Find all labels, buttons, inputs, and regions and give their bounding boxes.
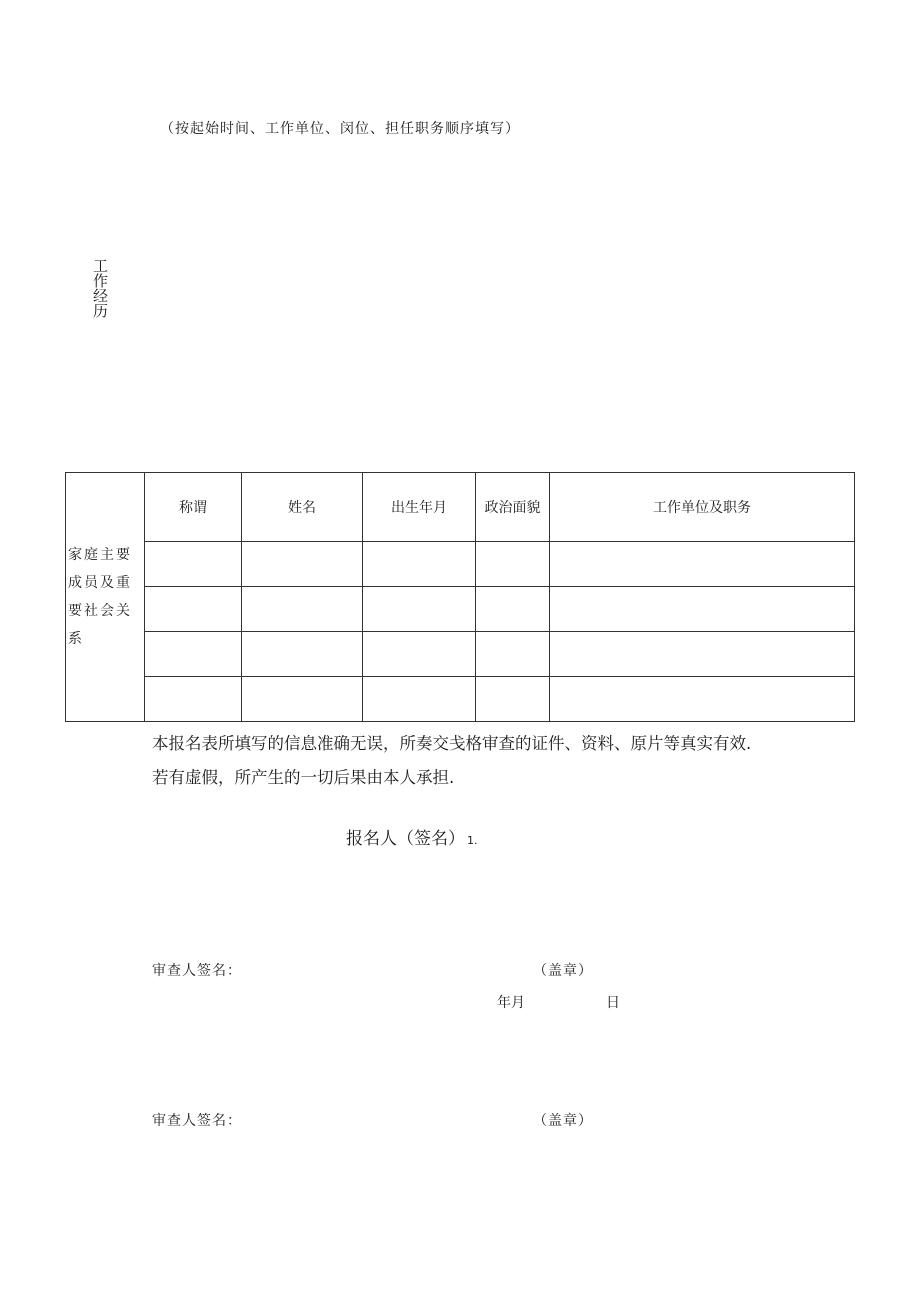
header-birth: 出生年月 [363, 473, 476, 542]
family-members-table [65, 472, 855, 722]
table-cell[interactable] [242, 542, 363, 587]
table-cell[interactable] [145, 677, 242, 722]
table-cell[interactable] [550, 587, 855, 632]
table-row [66, 542, 855, 587]
header-title: 称谓 [145, 473, 242, 542]
reviewer-1-date-year-month: 年月 [497, 995, 525, 1011]
table-row [66, 632, 855, 677]
table-cell[interactable] [242, 587, 363, 632]
reviewer-1-signature-label: 审查人签名： [152, 963, 242, 979]
table-cell[interactable] [363, 677, 476, 722]
table-row [66, 587, 855, 632]
header-name: 姓名 [242, 473, 363, 542]
table-cell[interactable] [363, 632, 476, 677]
work-history-label: 工作经历 [91, 258, 109, 318]
table-cell[interactable] [145, 542, 242, 587]
table-cell[interactable] [476, 587, 550, 632]
table-cell[interactable] [242, 632, 363, 677]
work-history-instruction: （按起始时间、工作单位、闵位、担任职务顺序填写） [160, 121, 520, 137]
table-cell[interactable] [550, 632, 855, 677]
table-header-row [66, 473, 855, 542]
family-side-label: 家庭主要成员及重要社会关系 [66, 473, 145, 722]
table-cell[interactable] [550, 677, 855, 722]
applicant-signature-suffix: 1. [467, 834, 478, 847]
table-cell[interactable] [242, 677, 363, 722]
reviewer-1-stamp: （盖章） [533, 963, 593, 979]
table-cell[interactable] [550, 542, 855, 587]
declaration-line-1: 本报名表所填写的信息准确无误，所奏交戋格审查的证件、资料、原片等真实有效. [152, 734, 752, 753]
header-political: 政治面貌 [476, 473, 550, 542]
table-cell[interactable] [476, 542, 550, 587]
table-row [66, 677, 855, 722]
applicant-signature [346, 824, 478, 849]
table-cell[interactable] [363, 542, 476, 587]
table-cell[interactable] [476, 677, 550, 722]
reviewer-2-signature-label: 审查人签名： [152, 1113, 242, 1129]
reviewer-2-stamp: （盖章） [533, 1113, 593, 1129]
declaration-line-2: 若有虚假，所产生的一切后果由本人承担. [152, 768, 455, 787]
table-cell[interactable] [476, 632, 550, 677]
table-cell[interactable] [145, 632, 242, 677]
reviewer-1-date-day: 日 [606, 995, 620, 1011]
applicant-signature-label: 报名人（签名） [346, 829, 465, 849]
table-cell[interactable] [363, 587, 476, 632]
header-workplace: 工作单位及职务 [550, 473, 855, 542]
table-cell[interactable] [145, 587, 242, 632]
